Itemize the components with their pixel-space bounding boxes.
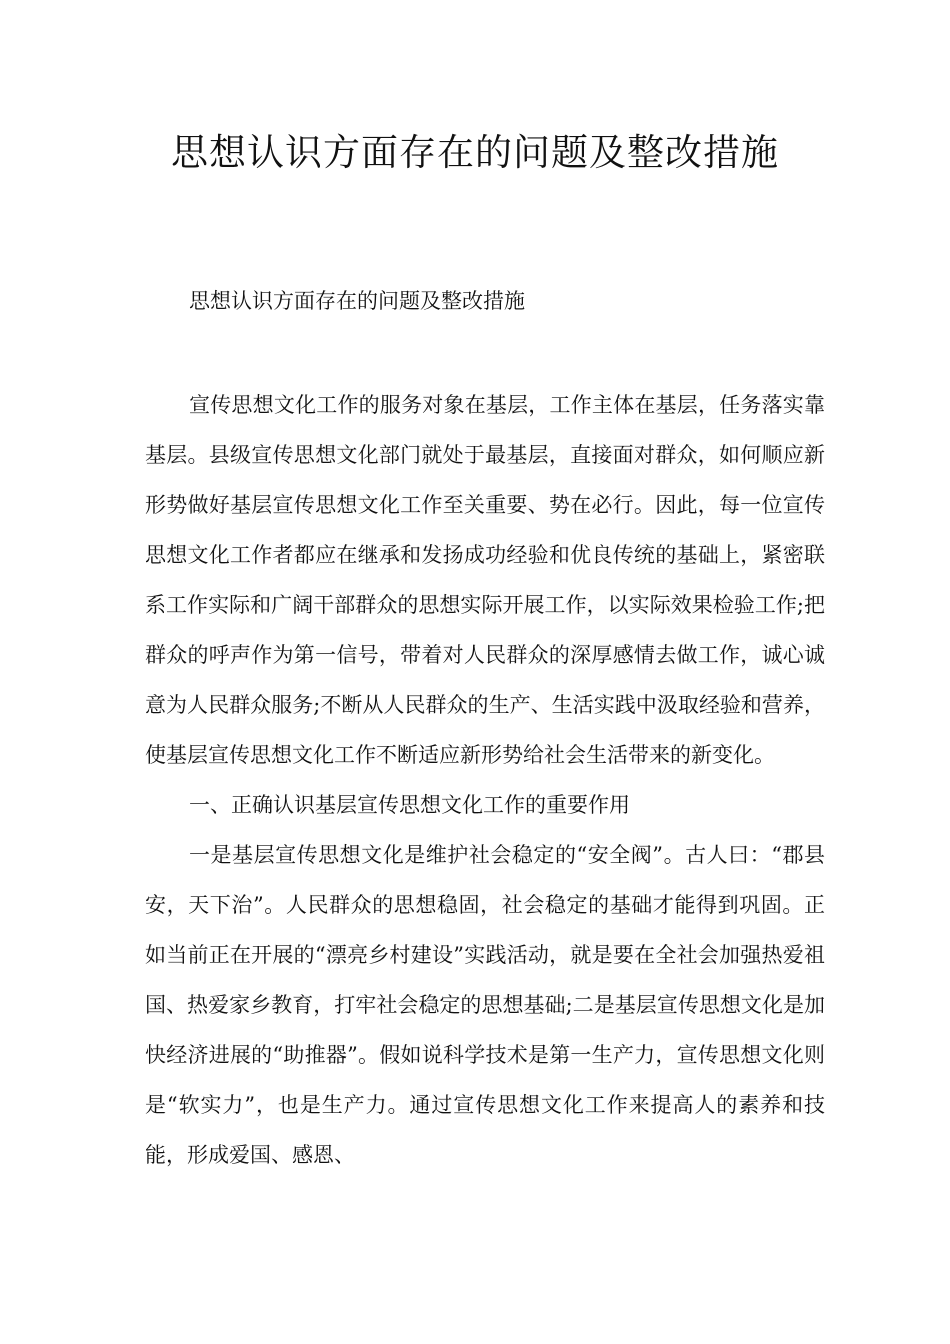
document-body xyxy=(145,380,825,1180)
document-title: 思想认识方面存在的问题及整改措施 xyxy=(171,131,779,174)
paragraph-content: 一是基层宣传思想文化是维护社会稳定的“安全阀”。古人曰：“郡县安，天下治”。人民群众的思想稳固，社会稳定的基础才能得到巩固。正如当前正在开展的“漂亮乡村建设”实践活动，就是要在全社会加强热爱祖国、热爱家乡教育，打牢社会稳定的思想基础;二是基层宣传思想文化是加快经济进展的“助推器”。假如说科学技术是第一生产力，宣传思想文化则是“软实力”，也是生产力。通过宣传思想文化工作来提高人的素养和技能，形成爱国、感恩、 xyxy=(145,843,825,1167)
document-subtitle: 思想认识方面存在的问题及整改措施 xyxy=(189,289,525,313)
section-heading: 一、正确认识基层宣传思想文化工作的重要作用 xyxy=(189,793,630,817)
paragraph-intro: 宣传思想文化工作的服务对象在基层，工作主体在基层，任务落实靠基层。县级宣传思想文化部门就处于最基层，直接面对群众，如何顺应新形势做好基层宣传思想文化工作至关重要、势在必行。因此，每一位宣传思想文化工作者都应在继承和发扬成功经验和优良传统的基础上，紧密联系工作实际和广阔干部群众的思想实际开展工作，以实际效果检验工作;把群众的呼声作为第一信号，带着对人民群众的深厚感情去做工作，诚心诚意为人民群众服务;不断从人民群众的生产、生活实践中汲取经验和营养，使基层宣传思想文化工作不断适应新形势给社会生活带来的新变化。 xyxy=(145,393,825,767)
